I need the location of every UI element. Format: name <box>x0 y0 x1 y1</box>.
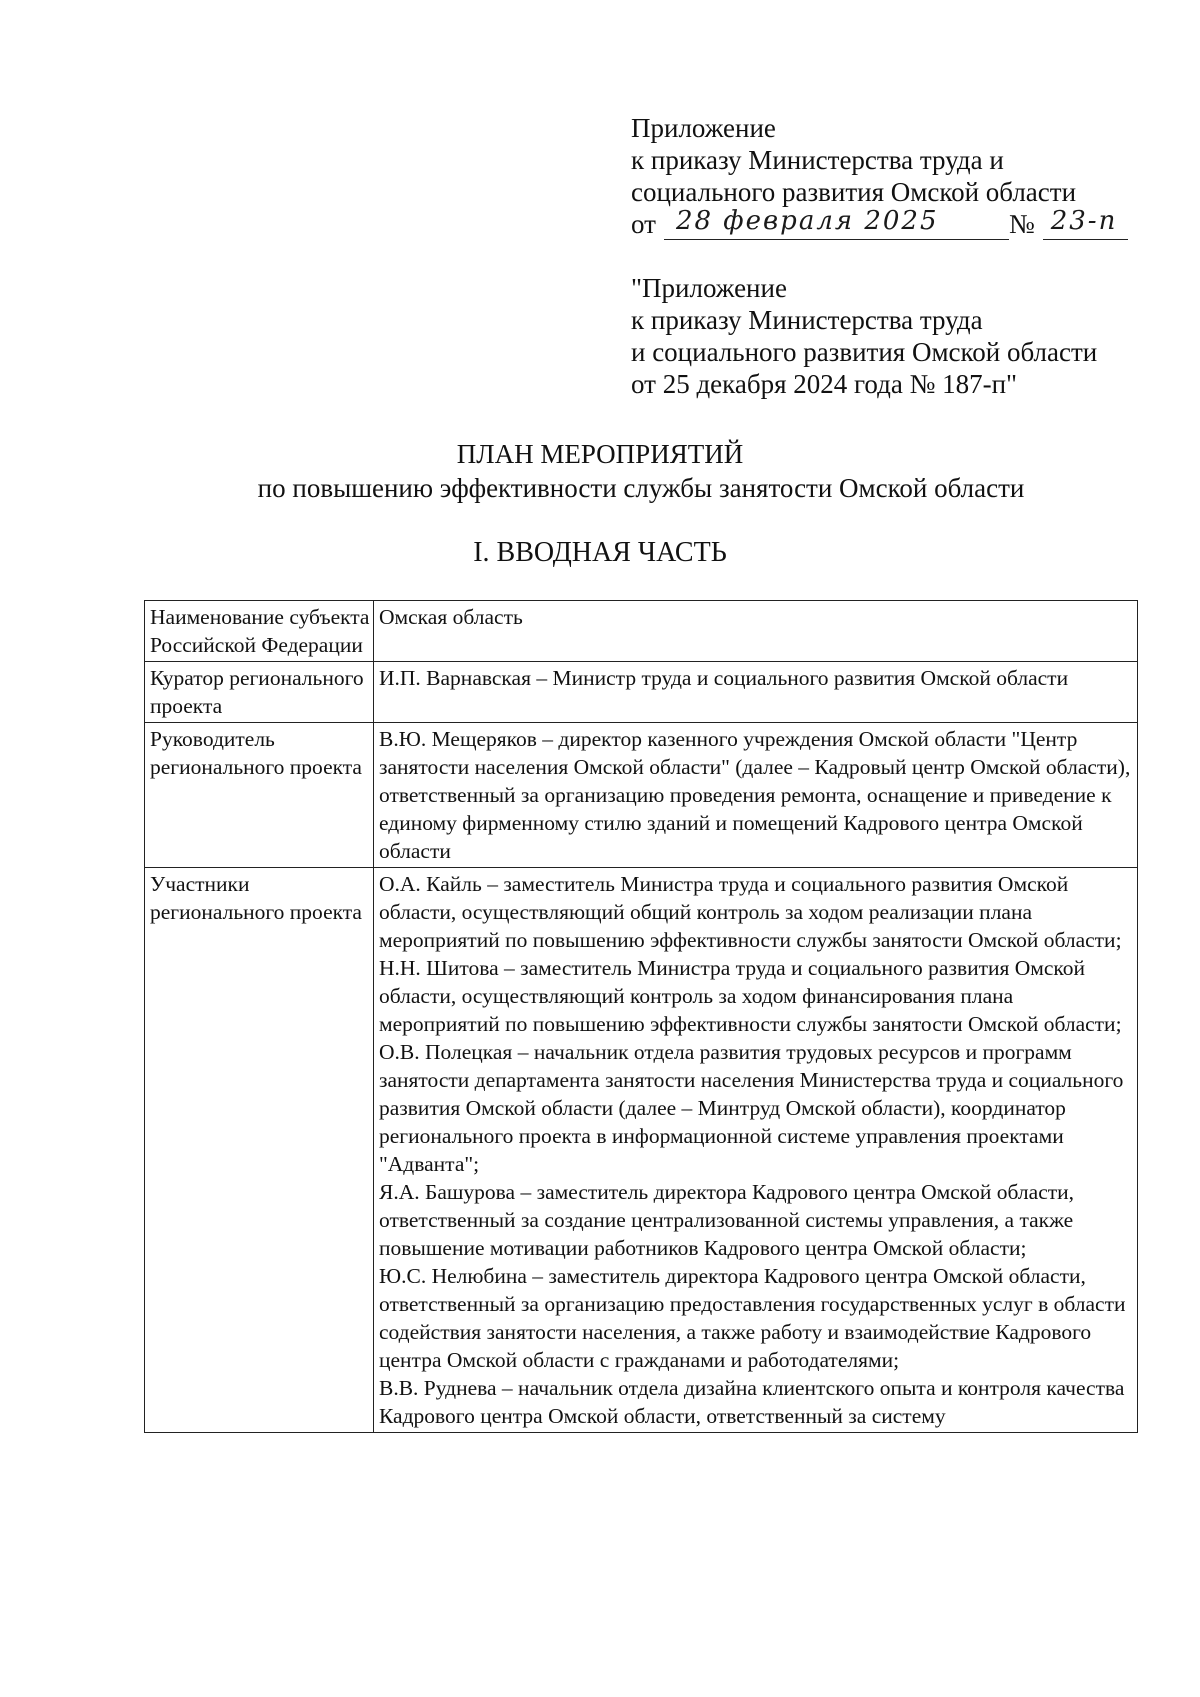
handwritten-date: 28 февраля 2025 <box>675 206 939 236</box>
annex-current-header <box>631 112 1151 240</box>
annex-ministry: социального развития Омской области <box>631 177 1077 207</box>
intro-table <box>144 600 1138 1433</box>
row-paragraph: В.В. Руднева – начальник отдела дизайна клиентского опыта и контроля качества Кадрового центра Омской области, ответственный за систему <box>379 1376 1125 1428</box>
date-prefix: от <box>631 209 656 239</box>
table-row <box>145 601 1138 662</box>
row-paragraph: Н.Н. Шитова – заместитель Министра труда и социального развития Омской области, осуществляющий контроль за ходом финансирования плана мероприятий по повышению эффективности службы занятости Омской области; <box>379 956 1122 1036</box>
row-paragraph: О.А. Кайль – заместитель Министра труда и социального развития Омской области, осуществляющий общий контроль за ходом реализации плана мероприятий по повышению эффективности службы занятости Омской области; <box>379 872 1122 952</box>
row-value <box>374 662 1138 723</box>
handwritten-number: 23-п <box>1050 206 1118 236</box>
table-row <box>145 868 1138 1433</box>
row-paragraph: И.П. Варнавская – Министр труда и социального развития Омской области <box>379 666 1069 690</box>
row-paragraph: О.В. Полецкая – начальник отдела развития трудовых ресурсов и программ занятости департамента занятости населения Министерства труда и социального развития Омской области (далее – Минтруд Омской области), координатор регионального проекта в информационной системе управления проектами "Адванта"; <box>379 1040 1124 1176</box>
prev-annex-title: "Приложение <box>631 273 787 303</box>
table-row <box>145 662 1138 723</box>
row-paragraph: Ю.С. Нелюбина – заместитель директора Кадрового центра Омской области, ответственный за организацию предоставления государственных услуг в области содействия занятости населения, а также работу и взаимодействие Кадрового центра Омской области с гражданами и работодателями; <box>379 1264 1126 1372</box>
section-title: I. ВВОДНАЯ ЧАСТЬ <box>473 537 727 568</box>
row-label: Участники регионального проекта <box>145 868 374 1433</box>
row-paragraph: Омская область <box>379 605 523 629</box>
prev-annex-ministry: и социального развития Омской области <box>631 337 1098 367</box>
table-row <box>145 723 1138 868</box>
date-field <box>664 206 1009 240</box>
row-value <box>374 601 1138 662</box>
row-value <box>374 723 1138 868</box>
annex-order-ref: к приказу Министерства труда и <box>631 145 1004 175</box>
annex-previous-header <box>631 272 1151 400</box>
prev-annex-date: от 25 декабря 2024 года № 187-п" <box>631 369 1018 399</box>
plan-subtitle: по повышению эффективности службы занятости Омской области <box>257 473 1025 503</box>
annex-title: Приложение <box>631 113 776 143</box>
annex-date-line <box>631 208 1151 240</box>
row-label: Наименование субъекта Российской Федерации <box>145 601 374 662</box>
prev-annex-order-ref: к приказу Министерства труда <box>631 305 983 335</box>
row-paragraph: В.Ю. Мещеряков – директор казенного учреждения Омской области "Центр занятости населения Омской области" (далее – Кадровый центр Омской области), ответственный за организацию проведения ремонта, оснащение и приведение к единому фирменному стилю зданий и помещений Кадрового центра Омской области <box>379 727 1131 863</box>
row-paragraph: Я.А. Башурова – заместитель директора Кадрового центра Омской области, ответственный за создание централизованной системы управления, а также повышение мотивации работников Кадрового центра Омской области; <box>379 1180 1075 1260</box>
row-value <box>374 868 1138 1433</box>
row-label: Руководитель регионального проекта <box>145 723 374 868</box>
number-field <box>1043 206 1128 240</box>
number-prefix: № <box>1008 209 1035 239</box>
row-label: Куратор регионального проекта <box>145 662 374 723</box>
plan-title: ПЛАН МЕРОПРИЯТИЙ <box>456 439 744 469</box>
